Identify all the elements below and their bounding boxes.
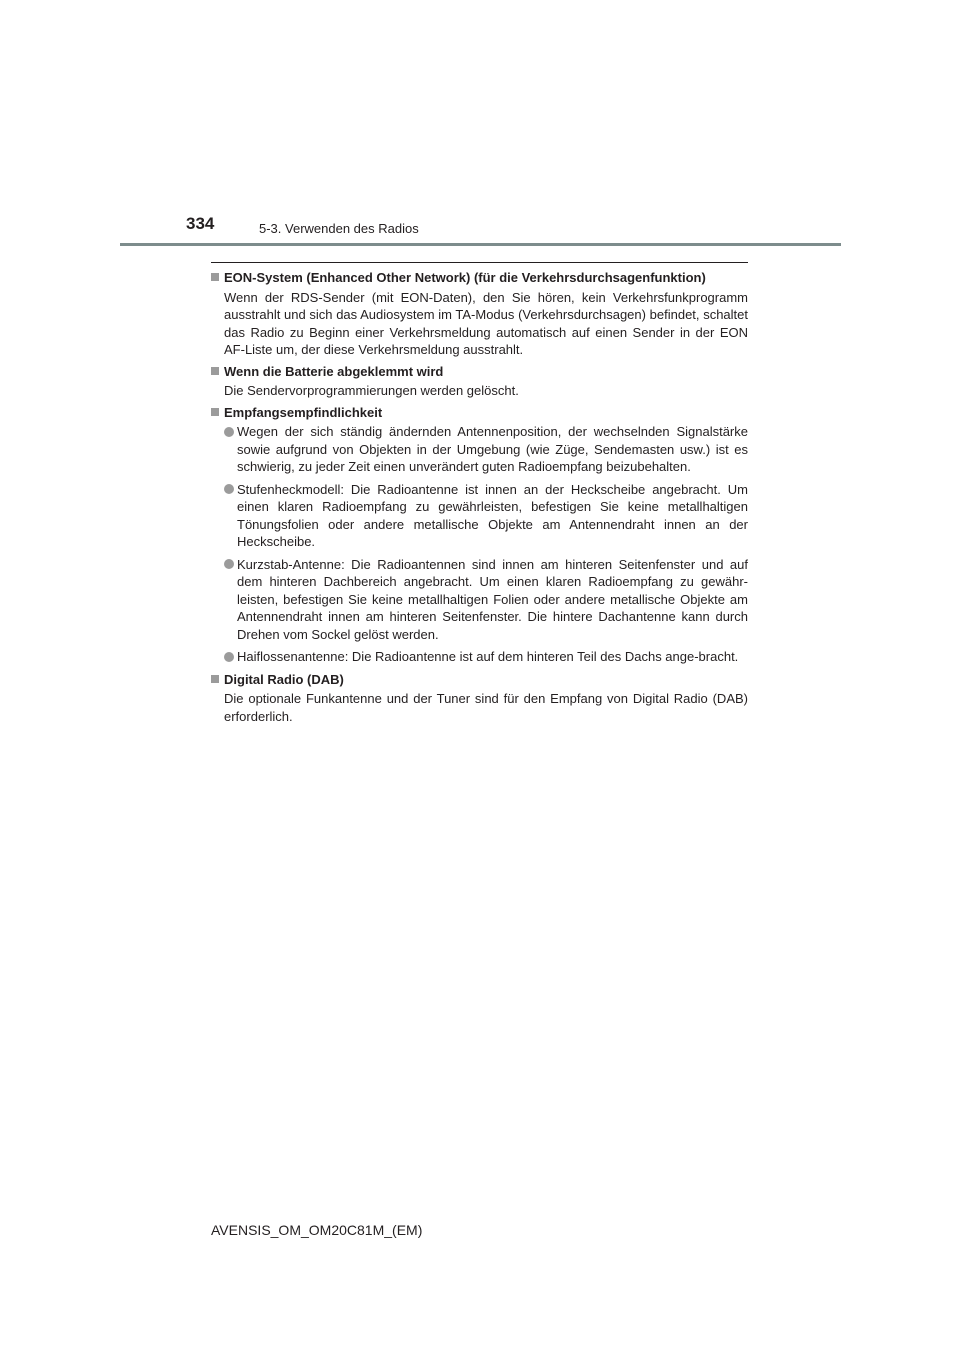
- round-bullet-icon: [224, 484, 234, 494]
- section-heading: EON-System (Enhanced Other Network) (für die Verkehrsdurchsagenfunktion): [224, 270, 706, 285]
- section-title: 5-3. Verwenden des Radios: [259, 221, 419, 236]
- list-item-text: Wegen der sich ständig ändernden Antennenposition, der wechselnden Signalstärke sowie aufgrund von Objekten in der Umgebung (wie Züge, Sendemasten usw.) ist es schwierig, zu jeder Zeit einen unverändert guten Radioempfang beizubehalten.: [237, 424, 748, 474]
- section-eon-system: [211, 269, 748, 359]
- section-heading: Empfangsempfindlichkeit: [224, 404, 383, 420]
- square-bullet-icon: [211, 675, 219, 683]
- section-heading: Wenn die Batterie abgeklemmt wird: [224, 363, 444, 379]
- section-paragraph: Die Sendervorprogrammierungen werden gelöscht.: [224, 383, 519, 398]
- content-area: [211, 262, 748, 729]
- round-bullet-icon: [224, 559, 234, 569]
- page-number: 334: [186, 214, 215, 233]
- footer-document-code: AVENSIS_OM_OM20C81M_(EM): [211, 1222, 423, 1238]
- list-item: [224, 481, 748, 551]
- list-item-text: Haiflossenantenne: Die Radioantenne ist auf dem hinteren Teil des Dachs ange-bracht.: [237, 649, 739, 664]
- list-item: [224, 556, 748, 644]
- section-heading: Digital Radio (DAB): [224, 671, 344, 687]
- section-reception-sensitivity: [211, 404, 748, 666]
- list-item: [224, 648, 748, 666]
- square-bullet-icon: [211, 408, 219, 416]
- square-bullet-icon: [211, 367, 219, 375]
- list-item: [224, 423, 748, 476]
- round-bullet-icon: [224, 427, 234, 437]
- list-item-text: Kurzstab-Antenne: Die Radioantennen sind innen am hinteren Seitenfenster und auf dem hinteren Dachbereich angebracht. Um einen klaren Radioempfang zu gewähr-leisten, befestigen Sie keine metallhaltigen Folien oder andere metallische Objekte am Antennendraht innen am hinteren Seitenfenster. Die hintere Dachantenne kann durch Drehen vom Sockel gelöst werden.: [237, 556, 748, 642]
- list-item-text: Stufenheckmodell: Die Radioantenne ist innen an der Heckscheibe angebracht. Um einen klaren Radioempfang zu gewährleisten, befestigen Sie keine metallhaltigen Tönungsfolien oder andere metallische Objekte am Antennendraht innen an der Heckscheibe.: [237, 481, 748, 549]
- section-paragraph: Wenn der RDS-Sender (mit EON-Daten), den Sie hören, kein Verkehrsfunkprogramm ausstrahlt und sich das Audiosystem im TA-Modus (Verkehrsdurchsagen) befindet, schaltet das Radio zu Beginn einer Verkehrsmeldung automatisch auf einen Sender in der EON AF-Liste um, der diese Verkehrsmeldung ausstrahlt.: [224, 289, 748, 357]
- section-paragraph: Die optionale Funkantenne und der Tuner sind für den Empfang von Digital Radio (DAB) erforderlich.: [224, 691, 748, 724]
- bullet-list: [224, 423, 748, 666]
- round-bullet-icon: [224, 652, 234, 662]
- section-digital-radio: [211, 671, 748, 726]
- header-rule: [120, 243, 841, 246]
- square-bullet-icon: [211, 273, 219, 281]
- section-battery-disconnected: [211, 363, 748, 400]
